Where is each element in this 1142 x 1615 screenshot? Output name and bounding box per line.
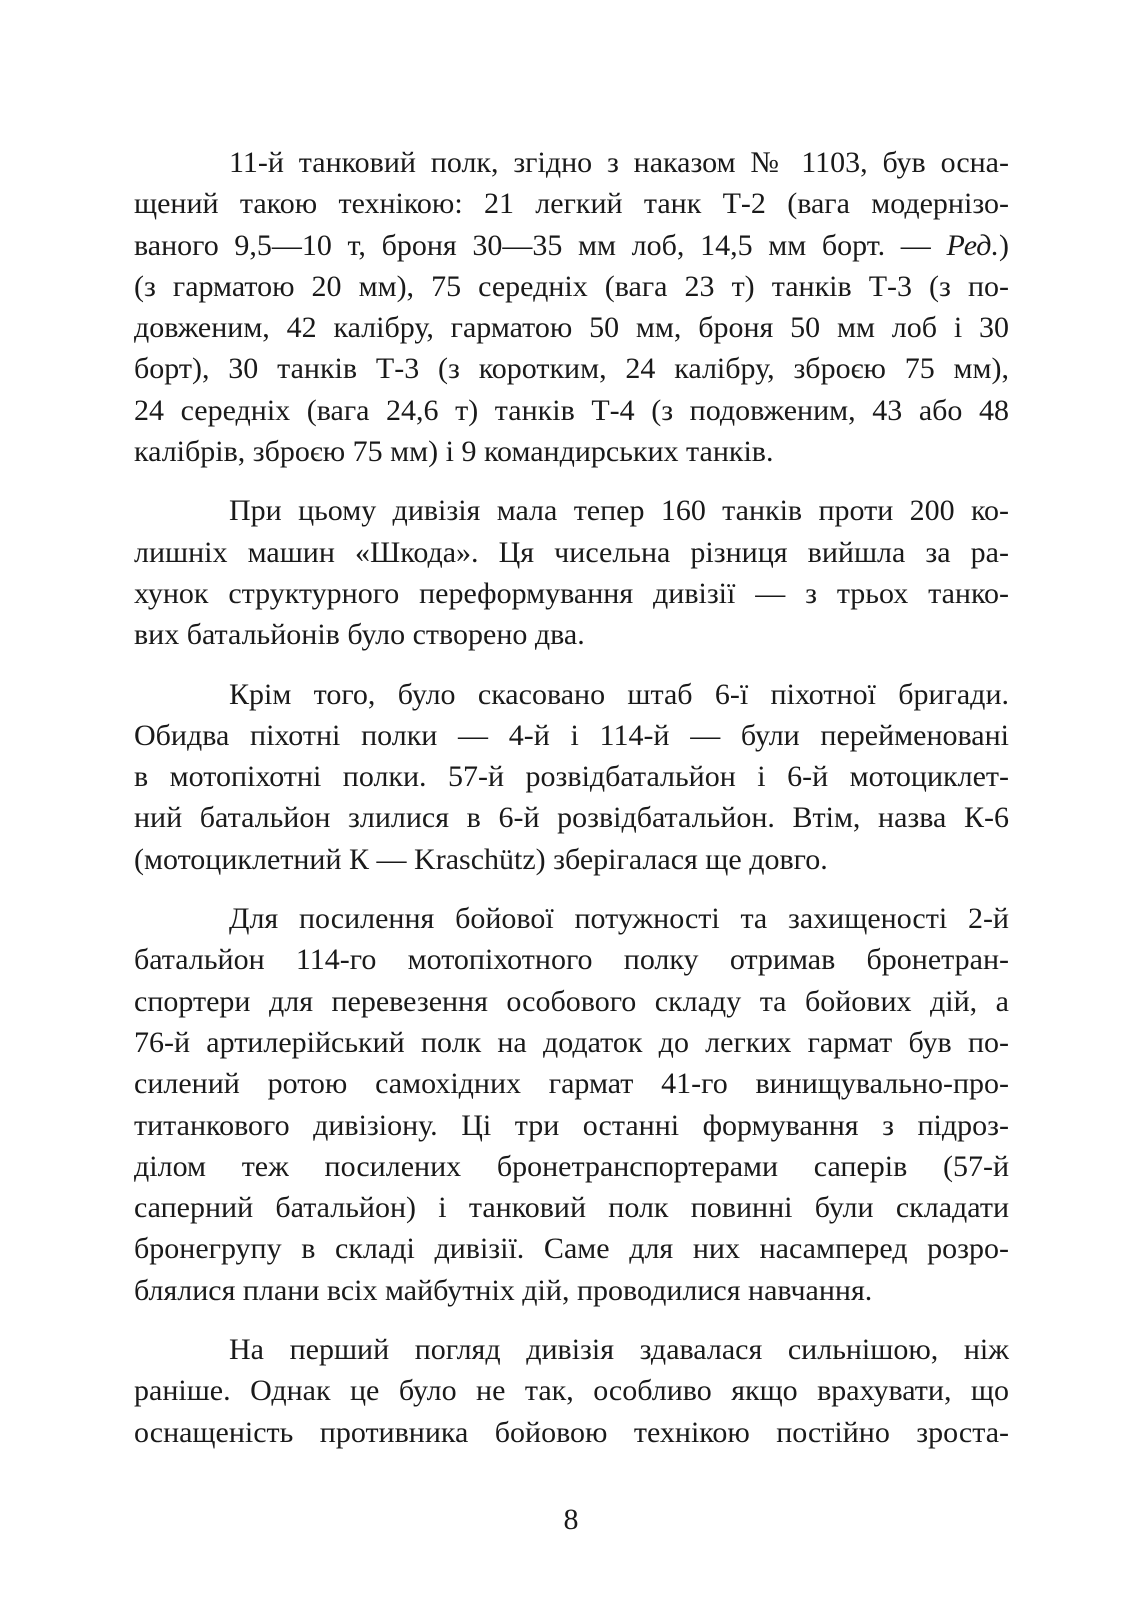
line-text: батальйон 114-го мотопіхотного полку отримав бронетран- [134,943,1009,977]
paragraph [134,674,1009,880]
line-text: титанкового дивізіону. Ці три останні формування з підроз- [134,1108,1009,1142]
text-line [134,183,1009,224]
text-line [134,490,1009,531]
line-text: щений такою технікою: 21 легкий танк Т-2 (вага модернізо- [134,187,1009,221]
text-line [134,1370,1009,1411]
line-text: 24 середніх (вага 24,6 т) танків Т-4 (з подовженим, 43 або 48 [134,393,1009,427]
line-text: калібрів, зброєю 75 мм) і 9 командирських танків. [134,435,774,469]
text-line [134,1329,1009,1370]
text-line [134,1228,1009,1269]
text-line [134,1063,1009,1104]
text-line [134,614,1009,655]
text-line [134,532,1009,573]
text-line [134,142,1009,183]
text-line [134,1187,1009,1228]
text-line [134,1270,1009,1311]
line-text: борт), 30 танків Т-3 (з коротким, 24 калібру, зброєю 75 мм), [134,352,1009,386]
page-body [134,142,1009,1471]
text-line [134,981,1009,1022]
text-line [134,839,1009,880]
paragraph [134,142,1009,472]
text-line [134,939,1009,980]
line-text: ділом теж посилених бронетранспортерами саперів (57-й [134,1149,1009,1183]
text-line [134,756,1009,797]
line-text: ваного 9,5—10 т, броня 30—35 мм лоб, 14,5 мм борт. — [134,228,947,262]
line-text: хунок структурного переформування дивізії — з трьох танко- [134,576,1009,610]
line-text: При цьому дивізія мала тепер 160 танків проти 200 ко- [229,494,1009,528]
line-text: вих батальйонів було створено два. [134,618,585,652]
line-text: ний батальйон злилися в 6-й розвідбатальйон. Втім, назва К-6 [134,801,1009,835]
line-text: оснащеність противника бойовою технікою постійно зроста- [134,1415,1009,1449]
text-line [134,225,1009,266]
line-text: Крім того, було скасовано штаб 6-ї піхотної бригади. [229,677,1009,711]
line-text: довженим, 42 калібру, гарматою 50 мм, броня 50 мм лоб і 30 [134,311,1009,345]
text-line [134,307,1009,348]
line-text: На перший погляд дивізія здавалася сильнішою, ніж [229,1333,1009,1367]
line-text: блялися плани всіх майбутніх дій, проводилися навчання. [134,1273,873,1307]
text-line [134,431,1009,472]
line-text: спортери для перевезення особового складу та бойових дій, а [134,984,1009,1018]
text-line [134,266,1009,307]
line-text: силений ротою самохідних гармат 41-го винищувально-про- [134,1067,1009,1101]
line-text: раніше. Однак це було не так, особливо якщо врахувати, що [134,1374,1009,1408]
text-line [134,573,1009,614]
text-line [134,1105,1009,1146]
text-line [134,390,1009,431]
text-line [134,348,1009,389]
text-line [134,1146,1009,1187]
line-text: Для посилення бойової потужності та захищеності 2-й [229,902,1009,936]
text-line [134,1412,1009,1453]
page-number: 8 [563,1503,579,1536]
paragraph [134,898,1009,1311]
line-text: Обидва піхотні полки — 4-й і 114-й — були перейменовані [134,718,1009,752]
text-line [134,797,1009,838]
text-line [134,1022,1009,1063]
editor-note: Ред. [946,228,999,262]
text-line [134,898,1009,939]
closing-paren: ) [999,228,1009,262]
text-line [134,674,1009,715]
line-text: (з гарматою 20 мм), 75 середніх (вага 23 т) танків Т-3 (з по- [134,269,1009,303]
line-text: 11-й танковий полк, згідно з наказом № 1103, був осна- [229,146,1009,179]
paragraph [134,490,1009,655]
line-text: в мотопіхотні полки. 57-й розвідбатальйон і 6-й мотоциклет- [134,760,1009,794]
line-text: бронегрупу в складі дивізії. Саме для них насамперед розро- [134,1232,1009,1266]
line-text: саперний батальйон) і танковий полк повинні були складати [134,1191,1009,1225]
line-text: 76-й артилерійський полк на додаток до легких гармат був по- [134,1025,1009,1059]
paragraph [134,1329,1009,1453]
line-text: (мотоциклетний К — Kraschütz) зберігалася ще довго. [134,842,828,876]
line-text: лишніх машин «Шкода». Ця чисельна різниця вийшла за ра- [134,535,1009,569]
text-line [134,715,1009,756]
